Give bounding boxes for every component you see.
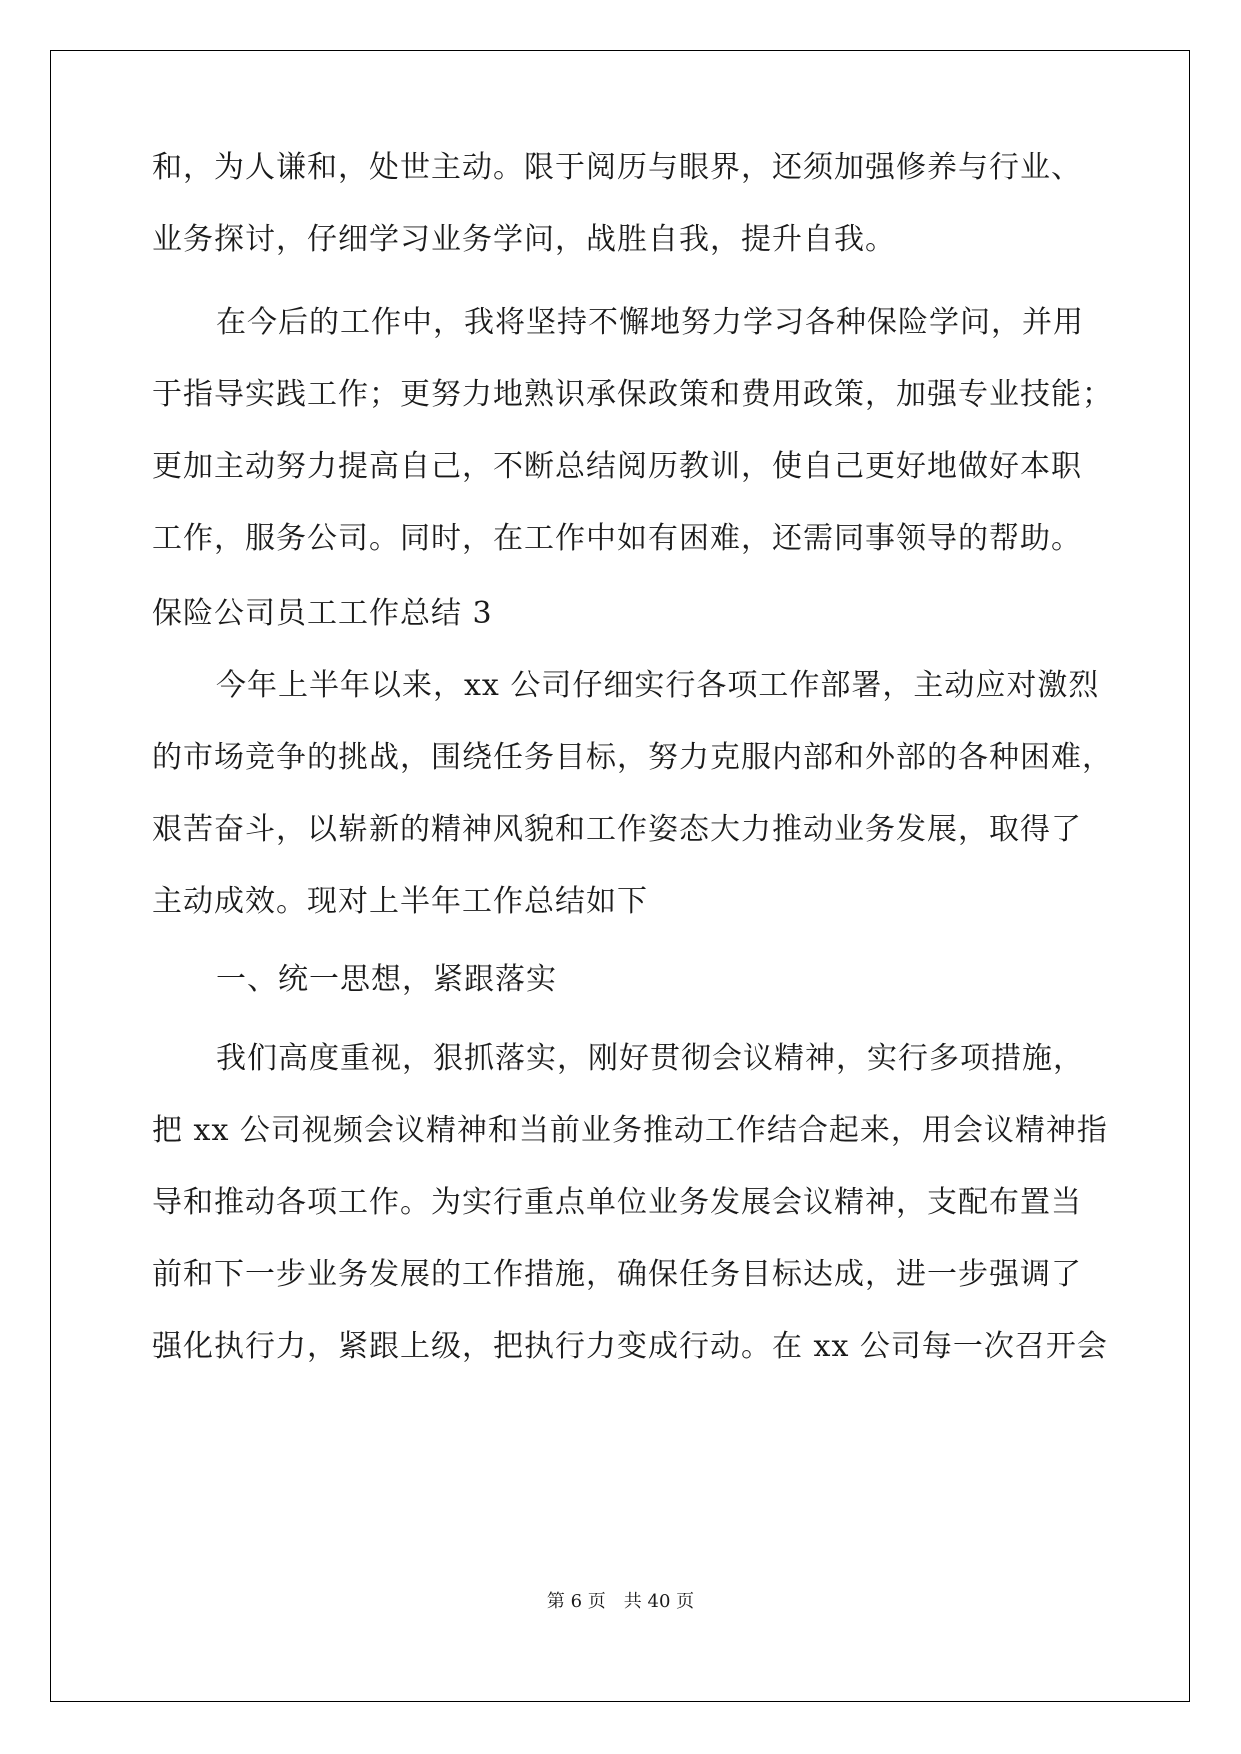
page-number: 第 6 页 共 40 页 — [546, 1591, 695, 1612]
paragraph-line: 更加主动努力提高自己，不断总结阅历教训，使自己更好地做好本职 — [152, 449, 1082, 484]
paragraph-line: 前和下一步业务发展的工作措施，确保任务目标达成，进一步强调了 — [152, 1257, 1082, 1292]
paragraph-line: 于指导实践工作；更努力地熟识承保政策和费用政策，加强专业技能； — [152, 377, 1113, 412]
paragraph-line: 强化执行力，紧跟上级，把执行力变成行动。在 xx 公司每一次召开会 — [152, 1329, 1108, 1364]
paragraph-line: 我们高度重视，狠抓落实，刚好贯彻会议精神，实行多项措施， — [216, 1041, 1084, 1076]
paragraph-line: 的市场竞争的挑战，围绕任务目标，努力克服内部和外部的各种困难， — [152, 740, 1113, 775]
section-heading: 保险公司员工工作总结 3 — [152, 596, 493, 631]
paragraph-line: 把 xx 公司视频会议精神和当前业务推动工作结合起来，用会议精神指 — [152, 1113, 1108, 1148]
page-border — [50, 50, 1190, 1702]
subheading: 一、统一思想，紧跟落实 — [216, 962, 557, 997]
paragraph-line: 导和推动各项工作。为实行重点单位业务发展会议精神，支配布置当 — [152, 1185, 1082, 1220]
paragraph-line: 在今后的工作中，我将坚持不懈地努力学习各种保险学问，并用 — [216, 305, 1084, 340]
paragraph-line: 和，为人谦和，处世主动。限于阅历与眼界，还须加强修养与行业、 — [152, 150, 1082, 185]
paragraph-line: 主动成效。现对上半年工作总结如下 — [152, 884, 648, 919]
paragraph-line: 艰苦奋斗，以崭新的精神风貌和工作姿态大力推动业务发展，取得了 — [152, 812, 1082, 847]
paragraph-line: 工作，服务公司。同时，在工作中如有困难，还需同事领导的帮助。 — [152, 521, 1082, 556]
paragraph-line: 业务探讨，仔细学习业务学问，战胜自我，提升自我。 — [152, 222, 896, 257]
paragraph-line: 今年上半年以来，xx 公司仔细实行各项工作部署，主动应对激烈 — [216, 668, 1100, 703]
